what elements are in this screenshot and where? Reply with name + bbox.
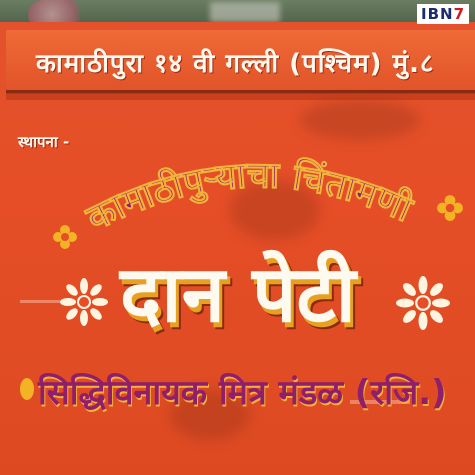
channel-logo-suffix: 7 xyxy=(453,5,465,23)
sun-flower-icon xyxy=(60,278,108,331)
arc-title-text: कामाठीपुऱ्याचा चिंतामणी xyxy=(80,155,418,240)
lid-address-text: कामाठीपुरा १४ वी गल्ली (पश्चिम) मुं.८ xyxy=(36,49,435,79)
sun-flower-icon xyxy=(396,276,450,335)
flower-icon xyxy=(436,194,464,227)
channel-logo xyxy=(417,4,469,24)
decorative-dot xyxy=(20,378,34,400)
lid-edge xyxy=(6,94,475,100)
sthapana-label: स्थापना - xyxy=(18,133,70,151)
flower-icon xyxy=(52,224,78,255)
channel-logo-brand: IBN xyxy=(420,5,454,23)
mandal-name-text: सिद्धिविनायक मित्र मंडळ (रजि.) xyxy=(38,373,447,413)
paint-scratch xyxy=(20,300,60,303)
main-title-daan-peti: दान पेटी xyxy=(120,250,356,340)
blurred-background-object xyxy=(210,2,280,22)
